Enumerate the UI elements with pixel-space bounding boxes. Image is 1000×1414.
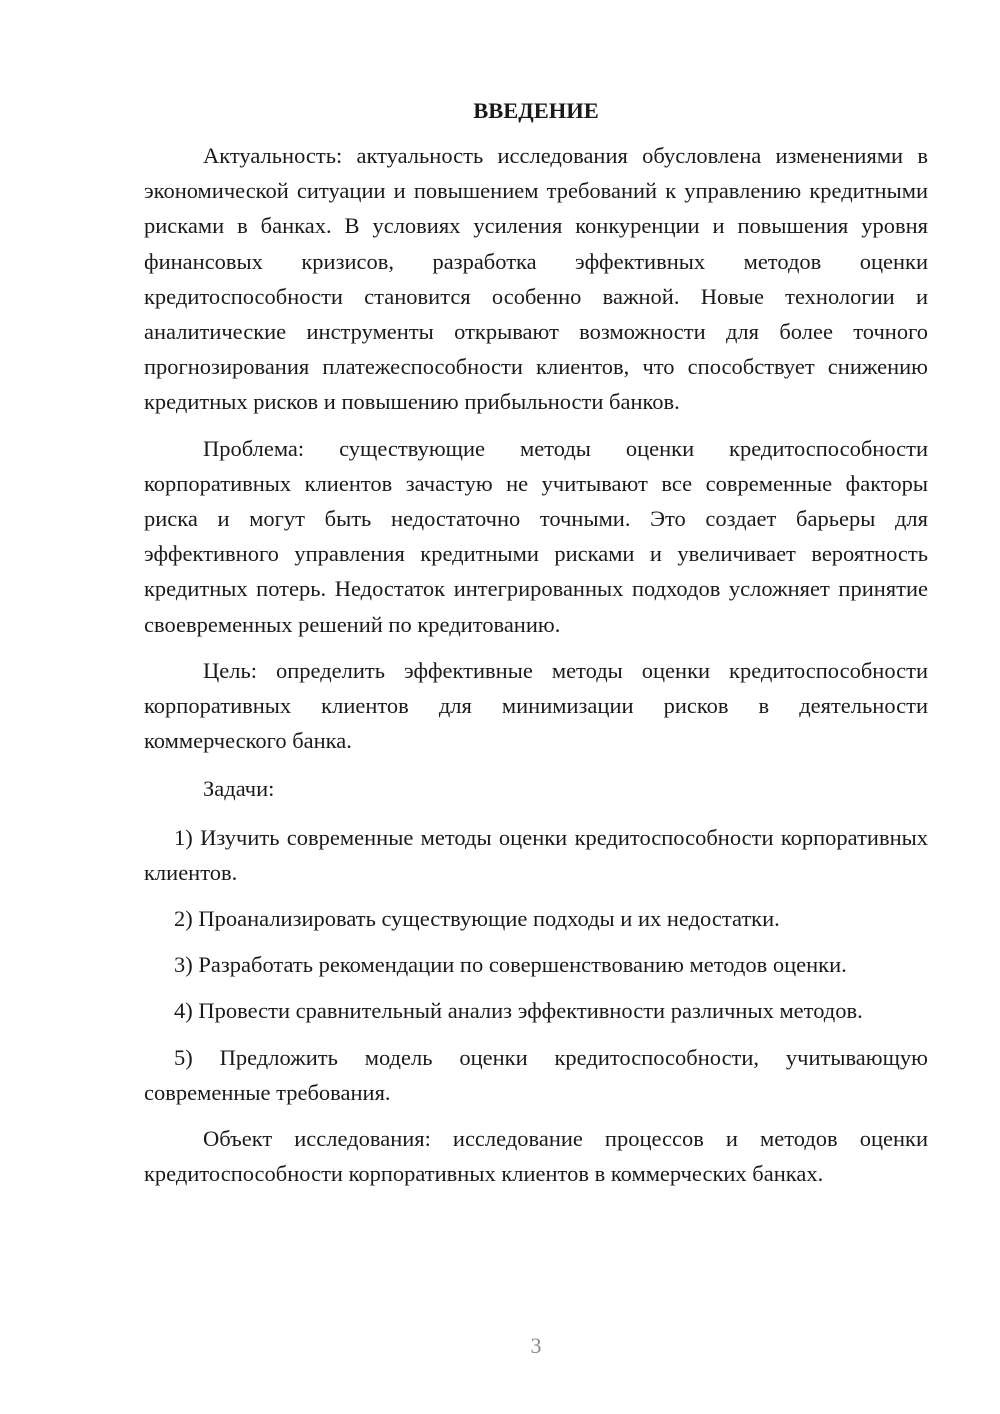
tasks-heading: Задачи: bbox=[203, 776, 275, 802]
task-item-4: 4) Провести сравнительный анализ эффективности различных методов. bbox=[174, 998, 863, 1024]
section-title: ВВЕДЕНИЕ bbox=[473, 98, 599, 123]
task-item-1: 1) Изучить современные методы оценки кредитоспособности корпоративных клиентов. bbox=[144, 824, 928, 885]
task-item-5: 5) Предложить модель оценки кредитоспособности, учитывающую современные требования. bbox=[144, 1044, 928, 1105]
object-paragraph: Объект исследования: исследование процессов и методов оценки кредитоспособности корпоративных клиентов в коммерческих банках. bbox=[144, 1126, 928, 1187]
page-content bbox=[144, 95, 928, 1191]
task-item-3: 3) Разработать рекомендации по совершенствованию методов оценки. bbox=[174, 952, 847, 978]
problem-paragraph: Проблема: существующие методы оценки кредитоспособности корпоративных клиентов зачастую не учитывают все современные факторы риска и могут быть недостаточно точными. Это создает барьеры для эффективного управления кредитными рисками и увеличивает вероятность кредитных потерь. Недостаток интегрированных подходов усложняет принятие своевременных решений по кредитованию. bbox=[144, 435, 928, 637]
page-number: 3 bbox=[530, 1333, 542, 1358]
task-item-2: 2) Проанализировать существующие подходы и их недостатки. bbox=[174, 906, 780, 932]
relevance-paragraph: Актуальность: актуальность исследования обусловлена изменениями в экономической ситуации и повышением требований к управлению кредитными рисками в банках. В условиях усиления конкуренции и повышения уровня финансовых кризисов, разработка эффективных методов оценки кредитоспособности становится особенно важной. Новые технологии и аналитические инструменты открывают возможности для более точного прогнозирования платежеспособности клиентов, что способствует снижению кредитных рисков и повышению прибыльности банков. bbox=[144, 143, 928, 415]
goal-paragraph: Цель: определить эффективные методы оценки кредитоспособности корпоративных клиентов для минимизации рисков в деятельности коммерческого банка. bbox=[144, 657, 928, 754]
